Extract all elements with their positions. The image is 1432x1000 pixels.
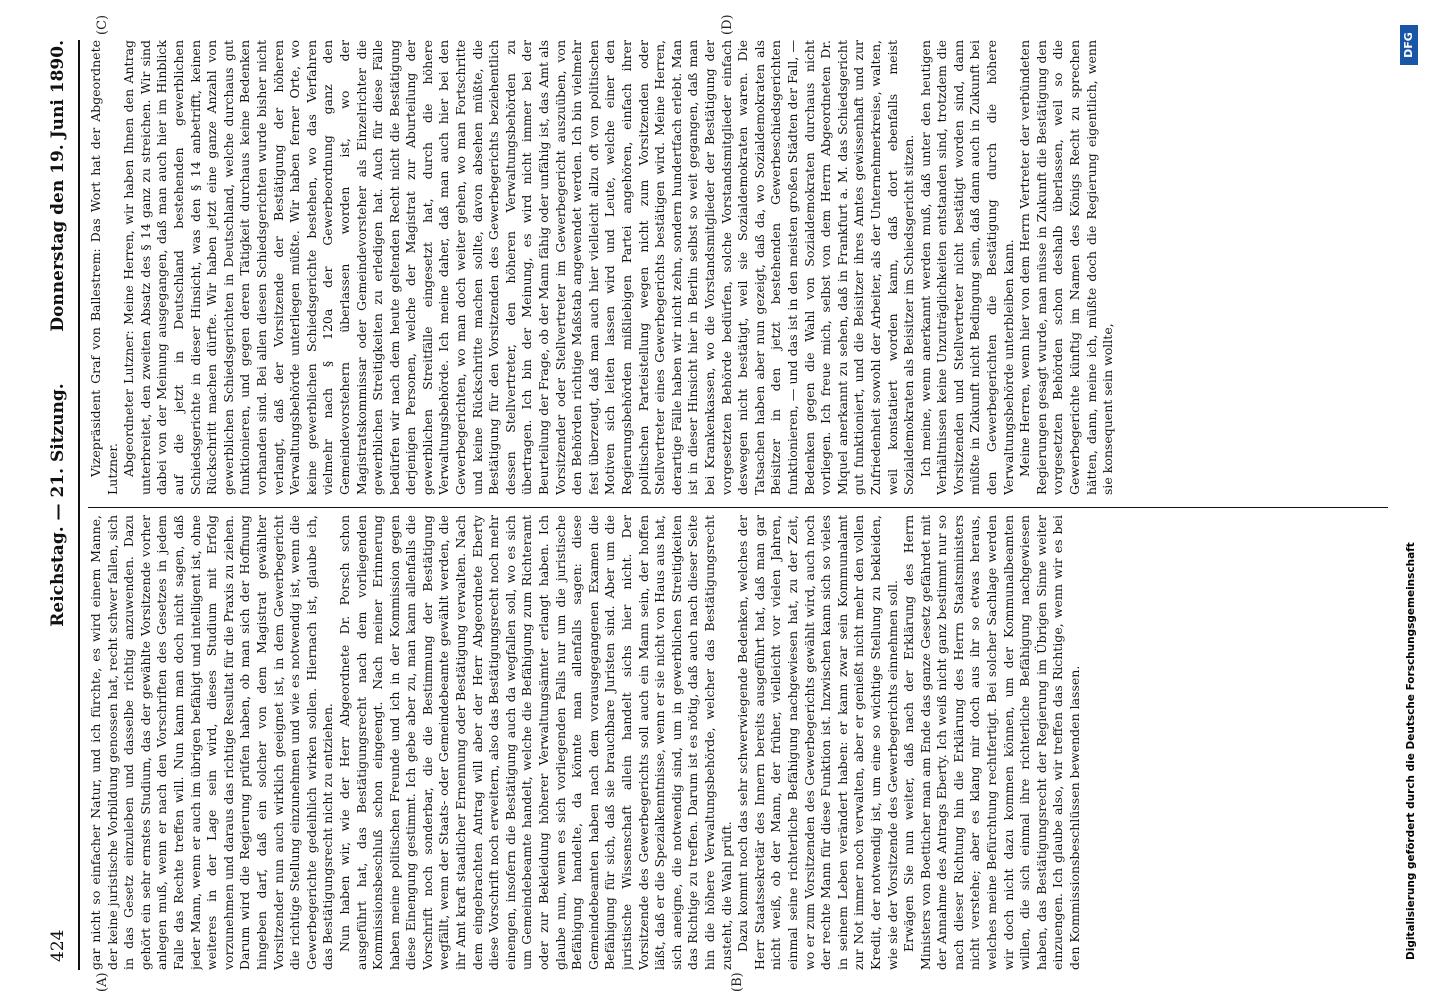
margin-mark-c: (C) <box>95 14 110 35</box>
paragraph: Ich meine, wenn anerkannt werden muß, daß unter den heutigen Verhältnissen keine Unzuträglichkeiten entstanden sind, trotzdem die Vorsitzenden und Stellvertreter nicht bestätigt worden sind, dann müßte in Zukunft nicht Bedingung sein, daß dann auch in Zukunft bei den Gewerbegerichten die Bestätigung durch die höhere Verwaltungsbehörde unterbleiben kann. <box>917 40 1016 495</box>
header-rule <box>78 40 80 970</box>
margin-mark-a: (A) <box>95 972 110 992</box>
paragraph: Abgeordneter Lutzner: Meine Herren, wir haben Ihnen den Antrag unterbreitet, den zweiten Absatz des § 14 ganz zu streichen. Wir sind dabei von der Meinung ausgegangen, daß man auch hier im Hinblick auf die jetzt in Deutschland bestehenden gewerblichen Schiedsgerichte in dieser Hinsicht, was den § 14 anbetrifft, keinen Rückschritt machen dürfte. Wir haben jetzt eine ganze Anzahl von gewerblichen Schiedsgerichten in Deutschland, welche durchaus gut funktionieren, und gegen deren Tätigkeit durchaus keine Bedenken vorhanden sind. Bei allen diesen Schiedsgerichten wurde bisher nicht verlangt, daß der Vorsitzende der Bestätigung der höheren Verwaltungsbehörde unterliegen müßte. Wir haben ferner Orte, wo keine gewerblichen Schiedsgerichte bestehen, wo das Verfahren vielmehr nach § 120a der Gewerbeordnung ganz den Gemeindevorstehern überlassen worden ist, wo der Magistratskommissar oder Gemeindevorsteher als Einzelrichter die gewerblichen Streitigkeiten zu erledigen hat. Auch für diese Fälle bedürfen wir nach dem heute geltenden Recht nicht die Bestätigung derjenigen Personen, welche der Magistrat zur Aburteilung der gewerblichen Streitfälle eingesetzt hat, durch die höhere Verwaltungsbehörde. Ich meine daher, daß man auch hier bei den Gewerbegerichten, wo man doch weiter gehen, wo man Fortschritte und keine Rückschritte machen sollte, davon absehen müßte, die Bestätigung für den Vorsitzenden des Gewerbegerichts beziehentlich dessen Stellvertreter, den höheren Verwaltungsbehörden zu übertragen. Ich bin der Meinung, es wird nicht immer bei der Beurteilung der Frage, ob der Mann fähig oder unfähig ist, das Amt als Vorsitzender oder Stellvertreter im Gewerbegericht auszuüben, von den Behörden richtige Maßstab angewendet werden. Ich bin vielmehr fest überzeugt, daß man auch hier vielleicht allzu oft von politischen Motiven sich leiten lassen wird und Leute, welche einer den Regierungsbehörden mißliebigen Partei angehören, einfach ihrer politischen Parteistellung wegen nicht zum Vorsitzenden oder Stellvertreter eines Gewerbegerichts bestätigen wird. Meine Herren, derartige Fälle haben wir nicht zehn, sondern hundertfach erlebt. Man ist in dieser Hinsicht hier in Berlin selbst so weit gegangen, daß man bei Krankenkassen, wo die Vorstandsmitglieder der Bestätigung der vorgesetzten Behörde bedürfen, solche Vorstandsmitglieder einfach deswegen nicht bestätigt, weil sie Sozialdemokraten waren. Die Tatsachen haben aber nun gezeigt, daß da, wo Sozialdemokraten als Beisitzer in den jetzt bestehenden Gewerbeschiedsgerichten funktionieren, — und das ist in den meisten großen Städten der Fall, — Bedenken gegen die Wahl von Sozialdemokraten durchaus nicht vorliegen. Ich freue mich, selbst von dem Herrn Abgeordneten Dr. Miquel anerkannt zu sehen, daß in Frankfurt a. M. das Schiedsgericht gut funktioniert, und die Beisitzer ihres Amtes gewissenhaft und zur Zufriedenheit sowohl der Arbeiter, als der Unternehmerkreise, walten, weil konstatiert worden kann, daß dort ebenfalls meist Sozialdemokraten als Beisitzer im Schiedsgericht sitzen. <box>121 40 917 495</box>
running-title: Reichstag. — 21. Sitzung. <box>48 383 68 627</box>
margin-mark-d: (D) <box>720 14 735 35</box>
right-text-column <box>88 40 1388 495</box>
speaker-paragraph: Vizepräsident Graf von Ballestrem: Das Wort hat der Abgeordnete Lutzner. <box>88 40 120 495</box>
digitization-credit: Digitalisierung gefördert durch die Deutsche Forschungsgemeinschaft <box>1405 542 1417 960</box>
page-header <box>40 40 80 970</box>
column-divider <box>88 507 1388 508</box>
paragraph: gar nicht so einfacher Natur, und ich fürchte, es wird einem Manne, der keine juristische Vorbildung genossen hat, recht schwer fallen, sich in das Gesetz einzuleben und dasselbe richtig anzuwenden. Dazu gehört ein sehr ernstes Studium, das der gewählte Vorsitzende vorher anlegen muß, wenn er nach den Vorschriften des Gesetzes in jedem Falle das Rechte treffen will. Nun kann man doch nicht sagen, daß jeder Mann, wenn er auch im übrigen befähigt und intelligent ist, ohne weiteres in der Lage sein wird, dieses Studium mit Erfolg vorzunehmen und daraus das richtige Resultat für die Praxis zu ziehen. Darum wird die Regierung prüfen haben, ob man sich der Hoffnung hingeben darf, daß ein solcher von dem Magistrat gewählter Vorsitzender nun auch wirklich geeignet ist, in dem Gewerbegericht die richtige Stellung einzunehmen und wie es notwendig ist, wenn die Gewerbegerichte gedeihlich wirken sollen. Hiernach ist, glaube ich, das Bestätigungsrecht nicht zu entziehen. <box>88 515 336 970</box>
dfg-logo: DFG <box>1400 25 1418 65</box>
paragraph: Meine Herren, wenn hier von dem Herrn Vertreter der verbündeten Regierungen gesagt wurde, man müsse in Zukunft die Bestätigung den vorgesetzten Behörden schon deshalb überlassen, weil so die Gewerbegerichte künftig im Namen des Königs Recht zu sprechen hätten, dann, meine ich, müßte doch die Regierung eigentlich, wenn sie konsequent sein wollte, <box>1017 40 1116 495</box>
paragraph: Nun haben wir, wie der Herr Abgeordnete Dr. Porsch schon ausgeführt hat, das Bestätigungsrecht nach dem vorliegenden Kommissionsbeschluß schon eingeengt. Nach meiner Erinnerung haben meine politischen Freunde und ich in der Kommission gegen diese Einengung gestimmt. Ich gebe aber zu, man kann allenfalls die Vorschrift noch sonderbar, die die Bestimmung der Bestätigung wegfällt, wenn der Staats- oder Gemeindebeamte gewählt werden, die ihr Amt kraft staatlicher Ernennung oder Bestätigung verwalten. Nach dem eingebrachten Antrag will aber der Herr Abgeordnete Eberty diese Vorschrift noch erweitern, also das Bestätigungsrecht noch mehr einengen, insofern die Bestätigung auch da wegfallen soll, wo es sich um Gemeindebeamte handelt, welche die Befähigung zum Richteramt oder zur Bekleidung höherer Verwaltungsämter erlangt haben. Ich glaube nun, wenn es sich vorliegenden Falls nur um die juristische Befähigung handelte, da könnte man allenfalls sagen: diese Gemeindebeamten haben nach dem vorausgegangenen Examen die Befähigung für sich, daß sie brauchbare Juristen sind. Aber um die juristische Wissenschaft allein handelt sichs hier nicht. Der Vorsitzende des Gewerbegerichts soll auch ein Mann sein, der hoffen läßt, daß er die Spezialkenntnisse, wenn er sie nicht von Haus aus hat, sich aneigne, die notwendig sind, um in gewerblichen Streitigkeiten das Richtige zu treffen. Darum ist es nötig, daß auch nach dieser Seite hin die höhere Verwaltungsbehörde, welcher das Bestätigungsrecht zusteht, die Wahl prüft. <box>336 515 734 970</box>
paragraph: Dazu kommt noch das sehr schwerwiegende Bedenken, welches der Herr Staatssekretär des Innern bereits ausgeführt hat, daß man gar nicht weiß, ob der Mann, der früher, vielleicht vor vielen Jahren, einmal seine richterliche Befähigung nachgewiesen hat, zu der Zeit, wo er zum Vorsitzenden des Gewerbegerichts gewählt wird, auch noch der rechte Mann für diese Funktion ist. Inzwischen kann sich so vieles in seinem Leben verändert haben: er kann zwar sein Kommunalamt zur Not immer noch verwalten, aber er genießt nicht mehr den vollen Kredit, der notwendig ist, um eine so wichtige Stellung zu bekleiden, wie sie der Vorsitzende des Gewerbegerichts einnehmen soll. <box>735 515 900 970</box>
paragraph: Erwägen Sie nun weiter, daß nach der Erklärung des Herrn Ministers von Boetticher man am Ende das ganze Gesetz gefährdet mit der Annahme des Antrags Eberty. Ich weiß nicht ganz bestimmt nur so nach dieser Richtung hin die Erklärung des Herrn Staatsministers nicht verstehe; aber es klang mir doch aus ihr so etwas heraus, welches meine Befürchtung rechtfertigt. Bei solcher Sachlage werden wir doch nicht dazu kommen können, um der Kommunalbeamten willen, die sich einmal ihre richterliche Befähigung nachgewiesen haben, das Bestätigungsrecht der Regierung im Übrigen Sinne weiter einzuengen. Ich glaube also, wir treffen das Richtige, wenn wir es bei den Kommissionsbeschlüssen bewenden lassen. <box>901 515 1083 970</box>
left-text-column <box>88 515 1388 970</box>
page-date: Donnerstag den 19. Juni 1890. <box>48 40 68 332</box>
margin-mark-b: (B) <box>730 972 745 992</box>
page-number: 424 <box>48 929 68 962</box>
